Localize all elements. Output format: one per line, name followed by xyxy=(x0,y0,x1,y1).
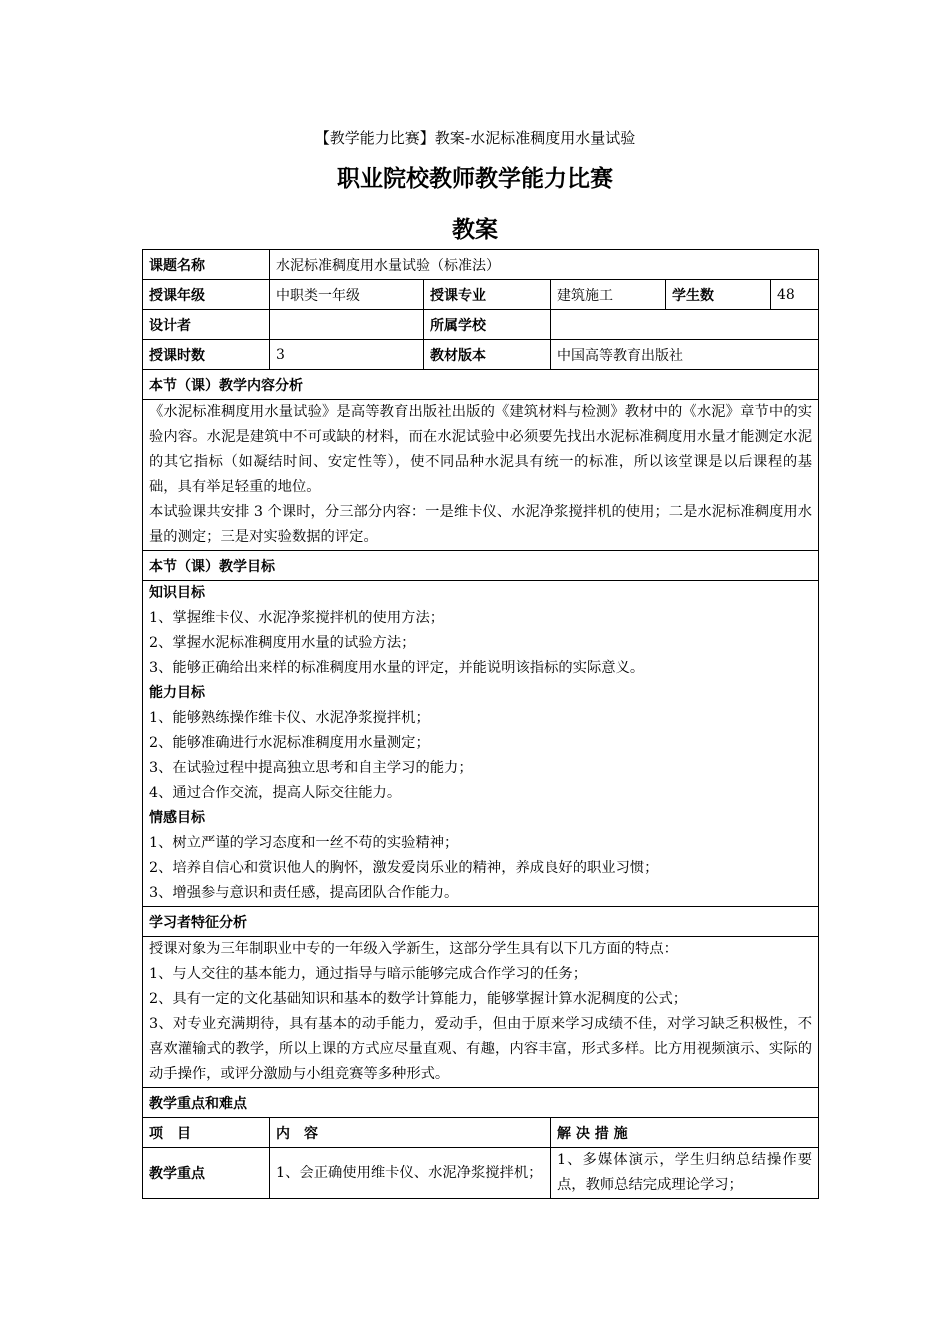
learners-paragraph: 授课对象为三年制职业中专的一年级入学新生，这部分学生具有以下几方面的特点： xyxy=(149,941,678,957)
learners-paragraph: 3、对专业充满期待，具有基本的动手能力，爱动手，但由于原来学习成绩不佳，对学习缺乏积极性，不喜欢灌输式的教学，所以上课的方式应尽量直观、有趣，内容丰富，形式多样。比方用视频演示、实际的动手操作，或评分激励与小组竞赛等多种形式。 xyxy=(149,1016,813,1082)
document-header: 【教学能力比赛】教案-水泥标准稠度用水量试验 xyxy=(314,129,636,147)
content-analysis-body-row xyxy=(143,400,819,551)
col-item-header: 项 目 xyxy=(143,1118,270,1148)
objective-item: 1、能够熟练操作维卡仪、水泥净浆搅拌机； xyxy=(149,710,430,726)
students-value: 48 xyxy=(771,280,819,310)
school-label: 所属学校 xyxy=(424,310,551,340)
keypoint-measure-text: 1、多媒体演示，学生归纳总结操作要点，教师总结完成理论学习； xyxy=(557,1152,813,1193)
topic-row xyxy=(143,250,819,280)
main-title: 职业院校教师教学能力比赛 xyxy=(337,166,613,192)
keypoint-measure xyxy=(551,1148,819,1199)
objective-item: 2、培养自信心和赏识他人的胸怀，激发爱岗乐业的精神，养成良好的职业习惯； xyxy=(149,860,659,876)
learners-heading: 学习者特征分析 xyxy=(143,907,819,937)
objectives-heading: 本节（课）教学目标 xyxy=(143,551,819,581)
keypoints-row xyxy=(143,1148,819,1199)
designer-label: 设计者 xyxy=(143,310,270,340)
topic-value: 水泥标准稠度用水量试验（标准法） xyxy=(270,250,819,280)
objective-item: 2、能够准确进行水泥标准稠度用水量测定； xyxy=(149,735,430,751)
grade-label: 授课年级 xyxy=(143,280,270,310)
objectives-heading-row xyxy=(143,551,819,581)
objective-item: 1、掌握维卡仪、水泥净浆搅拌机的使用方法； xyxy=(149,610,445,626)
objective-item: 1、树立严谨的学习态度和一丝不苟的实验精神； xyxy=(149,835,459,851)
grade-value: 中职类一年级 xyxy=(270,280,424,310)
textbook-value: 中国高等教育出版社 xyxy=(551,340,819,370)
col-measure-header: 解 决 措 施 xyxy=(551,1118,819,1148)
keypoint-content-text: 1、会正确使用维卡仪、水泥净浆搅拌机； xyxy=(276,1164,543,1181)
grade-row xyxy=(143,280,819,310)
topic-label: 课题名称 xyxy=(143,250,270,280)
content-analysis-body xyxy=(143,400,819,551)
objective-item: 3、在试验过程中提高独立思考和自主学习的能力； xyxy=(149,760,473,776)
major-label: 授课专业 xyxy=(424,280,551,310)
learners-heading-row xyxy=(143,907,819,937)
lesson-plan-table xyxy=(142,249,819,1199)
emotion-objectives-title: 情感目标 xyxy=(149,810,205,826)
designer-value xyxy=(270,310,424,340)
major-value: 建筑施工 xyxy=(551,280,666,310)
learners-body xyxy=(143,937,819,1088)
textbook-label: 教材版本 xyxy=(424,340,551,370)
hours-label: 授课时数 xyxy=(143,340,270,370)
objectives-body xyxy=(143,581,819,907)
learners-paragraph: 1、与人交往的基本能力，通过指导与暗示能够完成合作学习的任务； xyxy=(149,966,587,982)
ability-objectives-title: 能力目标 xyxy=(149,685,205,701)
keypoint-label: 教学重点 xyxy=(143,1148,270,1199)
col-content-header: 内 容 xyxy=(270,1118,551,1148)
learners-paragraph: 2、具有一定的文化基础知识和基本的数学计算能力，能够掌握计算水泥稠度的公式； xyxy=(149,991,688,1007)
objective-item: 3、增强参与意识和责任感，提高团队合作能力。 xyxy=(149,885,459,901)
keypoint-content xyxy=(270,1148,551,1199)
content-analysis-paragraph: 《水泥标准稠度用水量试验》是高等教育出版社出版的《建筑材料与检测》教材中的《水泥》章节中的实验内容。水泥是建筑中不可或缺的材料，而在水泥试验中必须要先找出水泥标准稠度用水量才能测定水泥的其它指标（如凝结时间、安定性等），使不同品种水泥具有统一的标准，所以该堂课是以后课程的基础，具有举足轻重的地位。 xyxy=(149,404,813,495)
learners-body-row xyxy=(143,937,819,1088)
students-label: 学生数 xyxy=(666,280,771,310)
content-analysis-heading: 本节（课）教学内容分析 xyxy=(143,370,819,400)
keypoints-heading: 教学重点和难点 xyxy=(143,1088,819,1118)
content-analysis-paragraph: 本试验课共安排 3 个课时，分三部分内容：一是维卡仪、水泥净浆搅拌机的使用；二是水泥标准稠度用水量的测定；三是对实验数据的评定。 xyxy=(149,504,813,545)
objective-item: 3、能够正确给出来样的标准稠度用水量的评定，并能说明该指标的实际意义。 xyxy=(149,660,645,676)
content-analysis-heading-row xyxy=(143,370,819,400)
objective-item: 4、通过合作交流，提高人际交往能力。 xyxy=(149,785,402,801)
knowledge-objectives-title: 知识目标 xyxy=(149,585,205,601)
school-value xyxy=(551,310,819,340)
sub-title: 教案 xyxy=(452,217,498,243)
objective-item: 2、掌握水泥标准稠度用水量的试验方法； xyxy=(149,635,416,651)
hours-row xyxy=(143,340,819,370)
keypoints-heading-row xyxy=(143,1088,819,1118)
designer-row xyxy=(143,310,819,340)
objectives-body-row xyxy=(143,581,819,907)
keypoints-header-row xyxy=(143,1118,819,1148)
hours-value: 3 xyxy=(270,340,424,370)
